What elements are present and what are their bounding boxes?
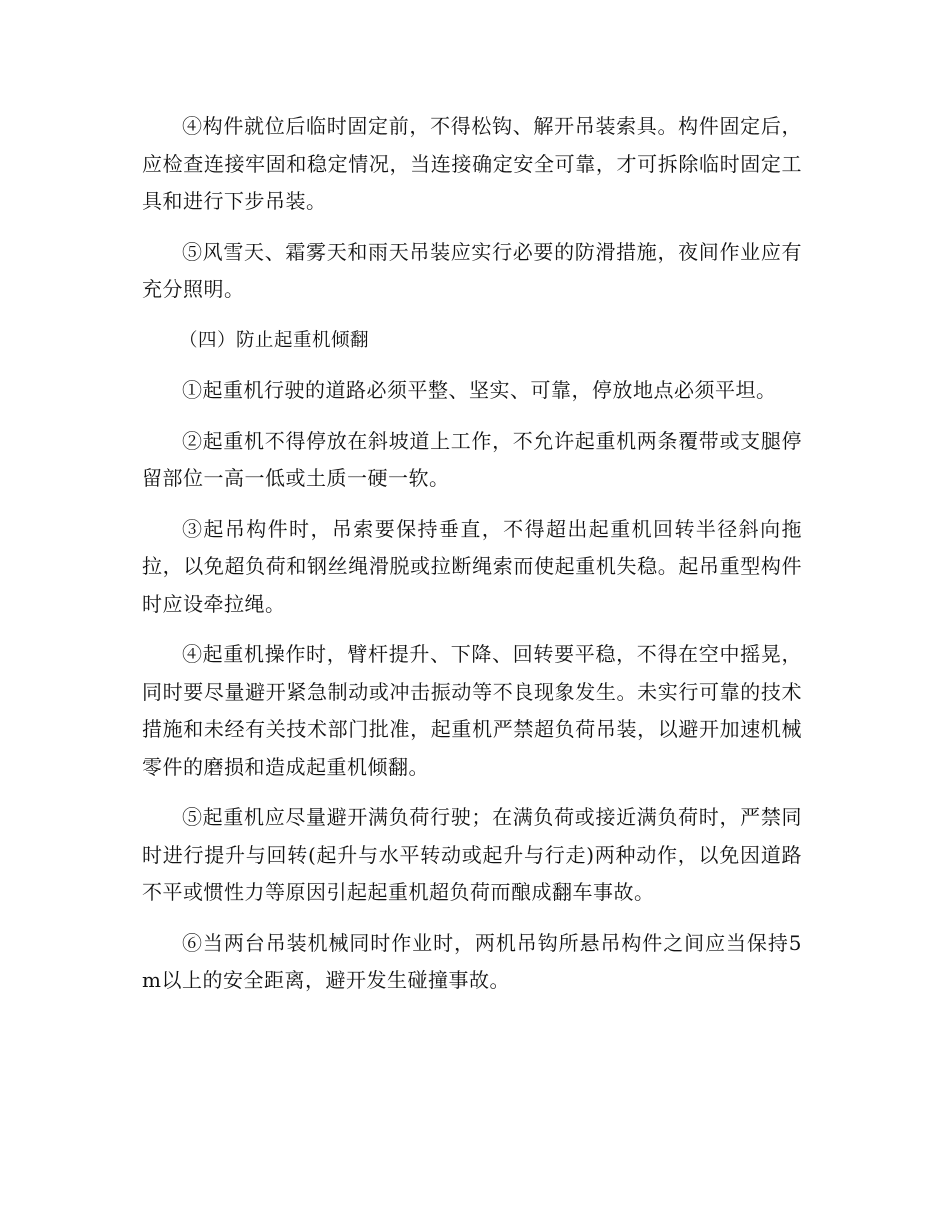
paragraph-item-4-operation: ④起重机操作时，臂杆提升、下降、回转要平稳，不得在空中摇晃，同时要尽量避开紧急制动或冲击振动等不良现象发生。未实行可靠的技术措施和未经有关技术部门批准，起重机严禁超负荷吊装，以避开加速机械零件的磨损和造成起重机倾翻。 bbox=[142, 642, 802, 779]
paragraph-step-4-fixing: ④构件就位后临时固定前，不得松钩、解开吊装索具。构件固定后，应检查连接牢固和稳定情况，当连接确定安全可靠，才可拆除临时固定工具和进行下步吊装。 bbox=[142, 114, 802, 213]
paragraph-item-5-full-load: ⑤起重机应尽量避开满负荷行驶；在满负荷或接近满负荷时，严禁同时进行提升与回转(起升与水平转动或起升与行走)两种动作，以免因道路不平或惯性力等原因引起起重机超负荷而酿成翻车事故。 bbox=[142, 805, 802, 904]
paragraph-step-5-weather: ⑤风雪天、霜雾天和雨天吊装应实行必要的防滑措施，夜间作业应有充分照明。 bbox=[142, 239, 802, 301]
section-heading-prevent-tipping: （四）防止起重机倾翻 bbox=[179, 329, 370, 351]
paragraph-item-6-two-cranes: ⑥当两台吊装机械同时作业时，两机吊钩所悬吊构件之间应当保持5m以上的安全距离，避开发生碰撞事故。 bbox=[142, 930, 802, 992]
document-body bbox=[142, 108, 802, 1013]
paragraph-item-1-road: ①起重机行驶的道路必须平整、坚实、可靠，停放地点必须平坦。 bbox=[182, 378, 777, 402]
paragraph-item-2-slope: ②起重机不得停放在斜坡道上工作，不允许起重机两条覆带或支腿停留部位一高一低或土质一硬一软。 bbox=[142, 428, 802, 490]
paragraph-item-3-lifting: ③起吊构件时，吊索要保持垂直，不得超出起重机回转半径斜向拖拉，以免超负荷和钢丝绳滑脱或拉断绳索而使起重机失稳。起吊重型构件时应设牵拉绳。 bbox=[142, 516, 802, 616]
